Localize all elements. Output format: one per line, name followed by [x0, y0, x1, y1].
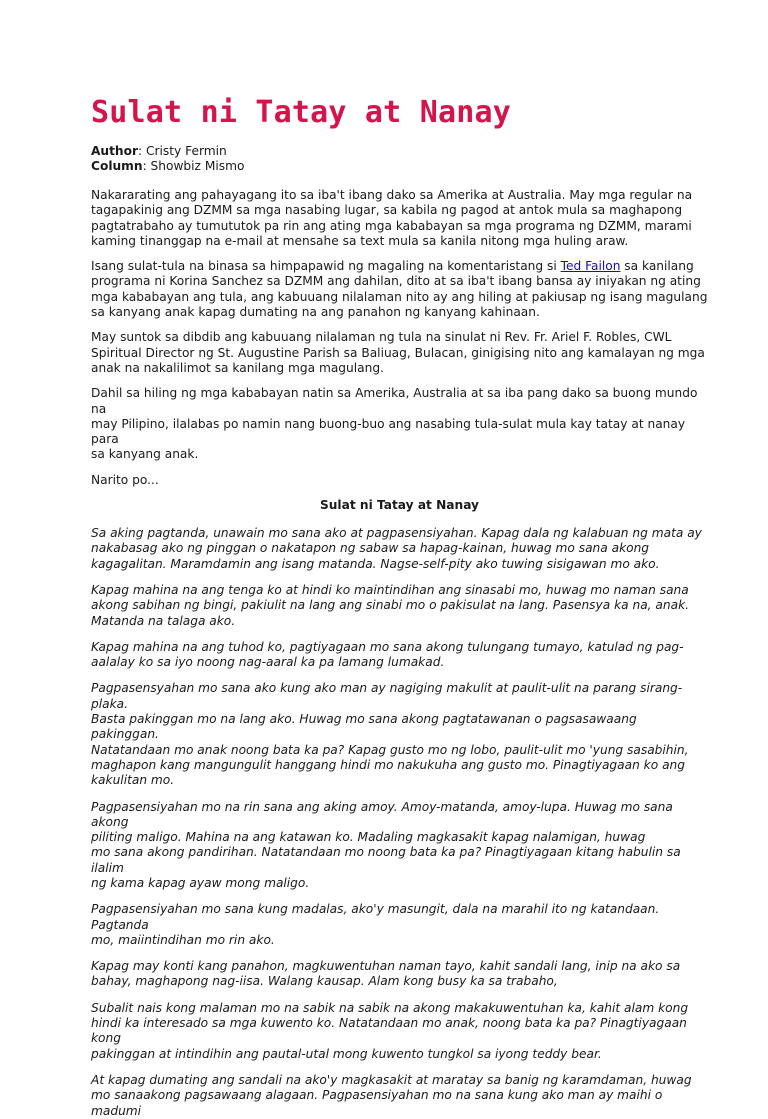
- intro-paragraph-5: Narito po...: [91, 472, 159, 487]
- intro-paragraph-3: May suntok sa dibdib ang kabuuang nilalaman ng tula na sinulat ni Rev. Fr. Ariel F. Robles, CWL Spiritual Director ng St. Augustine Parish sa Baliuag, Bulacan, ginigising nito ang kamalayan ng mga anak na nakalilimot sa kanilang mga magulang.: [91, 330, 705, 375]
- poem-stanza: Pagpasensiyahan mo sana kung madalas, ako'y masungit, dala na marahil ito ng katandaan. Pagtanda mo, maiintindihan mo rin ako.: [91, 902, 660, 947]
- poem-stanza: At kapag dumating ang sandali na ako'y magkasakit at maratay sa banig ng karamdaman, huwag mo sanaakong pagsawaang alagaan. Pagpasensiyahan mo na sana kung ako man ay maihi o madumi: [91, 1072, 692, 1118]
- column-line: [91, 159, 708, 174]
- column-value: : Showbiz Mismo: [142, 159, 245, 173]
- poem-stanza: Kapag may konti kang panahon, magkuwentuhan naman tayo, kahit sandali lang, inip na ako sa bahay, maghapong nag-iisa. Walang kausap. Alam kong busy ka sa trabaho,: [91, 959, 681, 989]
- author-label: Author: [91, 144, 138, 158]
- intro-paragraph-2-before: Isang sulat-tula na binasa sa himpapawid ng magaling na komentaristang si: [91, 259, 561, 274]
- intro-paragraph-2-after: sa kanilang programa ni Korina Sanchez sa DZMM ang dahilan, dito at sa iba't ibang bansa ay iniyakan ng ating mga kababayan ang tula, ang kabuuang nilalaman nito ay ang hiling at pakiusap ng isang magulang sa kanyang anak kapag dumating na ang panahon ng kanyang kahinaan.: [91, 259, 708, 320]
- ted-failon-link[interactable]: Ted Failon: [560, 259, 621, 274]
- author-value: : Cristy Fermin: [138, 144, 227, 158]
- poem-stanza: Subalit nais kong malaman mo na sabik na sabik na akong makakuwentuhan ka, kahit alam kong hindi ka interesado sa mga kuwento ko. Natatandaan mo anak, noong bata ka pa? Pinagtiyagaan kong pakinggan at intindihin ang pautal-utal mong kuwento tungkol sa iyong teddy bear.: [91, 1000, 689, 1061]
- author-line: [91, 144, 708, 159]
- article-title: Sulat ni Tatay at Nanay: [91, 95, 512, 130]
- intro-paragraph-1: Nakararating ang pahayagang ito sa iba't ibang dako sa Amerika at Australia. May mga regular na tagapakinig ang DZMM sa mga nasabing lugar, sa kabila ng pagod at antok mula sa maghapong pagtatrabaho ay tumututok pa rin ang ating mga kababayan sa mga programa ng DZMM, marami kaming tinanggap na e-mail at mensahe sa text mula sa kanila nitong mga huling araw.: [91, 188, 693, 248]
- poem-title: Sulat ni Tatay at Nanay: [319, 498, 480, 513]
- byline: [91, 144, 708, 174]
- poem-stanza: Kapag mahina na ang tenga ko at hindi ko maintindihan ang sinasabi mo, huwag mo naman sana akong sabihan ng bingi, pakiulit na lang ang sinabi mo o pakisulat na lang. Pasensya ka na, anak. Matanda na talaga ako.: [91, 582, 690, 628]
- poem-stanza: Pagpasensyahan mo sana ako kung ako man ay nagiging makulit at paulit-ulit na parang sirang-plaka. Basta pakinggan mo na lang ako. Huwag mo sana akong pagtatawanan o pagsasawaang pakinggan. Natatandaan mo anak noong bata ka pa? Kapag gusto mo ng lobo, paulit-ulit mo 'yung sasabihin, maghapon kang mangungulit hanggang hindi mo nakukuha ang gusto mo. Pinagtiyagaan ko ang kakulitan mo.: [91, 681, 689, 788]
- poem-body: [91, 526, 708, 1119]
- intro-paragraph-4: Dahil sa hiling ng mga kababayan natin sa Amerika, Australia at sa iba pang dako sa buong mundo na may Pilipino, ilalabas po namin nang buong-buo ang nasabing tula-sulat mula kay tatay at nanay para sa kanyang anak.: [91, 386, 698, 462]
- column-label: Column: [91, 159, 143, 173]
- intro-paragraph-2: [91, 259, 708, 320]
- poem-stanza: Pagpasensiyahan mo na rin sana ang aking amoy. Amoy-matanda, amoy-lupa. Huwag mo sana akong piliting maligo. Mahina na ang katawan ko. Madaling magkasakit kapag nalamigan, huwag mo sana akong pandirihan. Natatandaan mo noong bata ka pa? Pinagtiyagaan kitang habulin sa ilalim ng kama kapag ayaw mong maligo.: [91, 799, 681, 890]
- poem-stanza: Kapag mahina na ang tuhod ko, pagtiyagaan mo sana akong tulungang tumayo, katulad ng pag- aalalay ko sa iyo noong nag-aaral ka pa lamang lumakad.: [91, 639, 684, 670]
- poem-stanza: Sa aking pagtanda, unawain mo sana ako at pagpasensiyahan. Kapag dala ng kalabuan ng mata ay nakabasag ako ng pinggan o nakatapon ng sabaw sa hapag-kainan, huwag mo sana akong kagagalitan. Maramdamin ang isang matanda. Nagse-self-pity ako tuwing sisigawan mo ako.: [91, 526, 702, 571]
